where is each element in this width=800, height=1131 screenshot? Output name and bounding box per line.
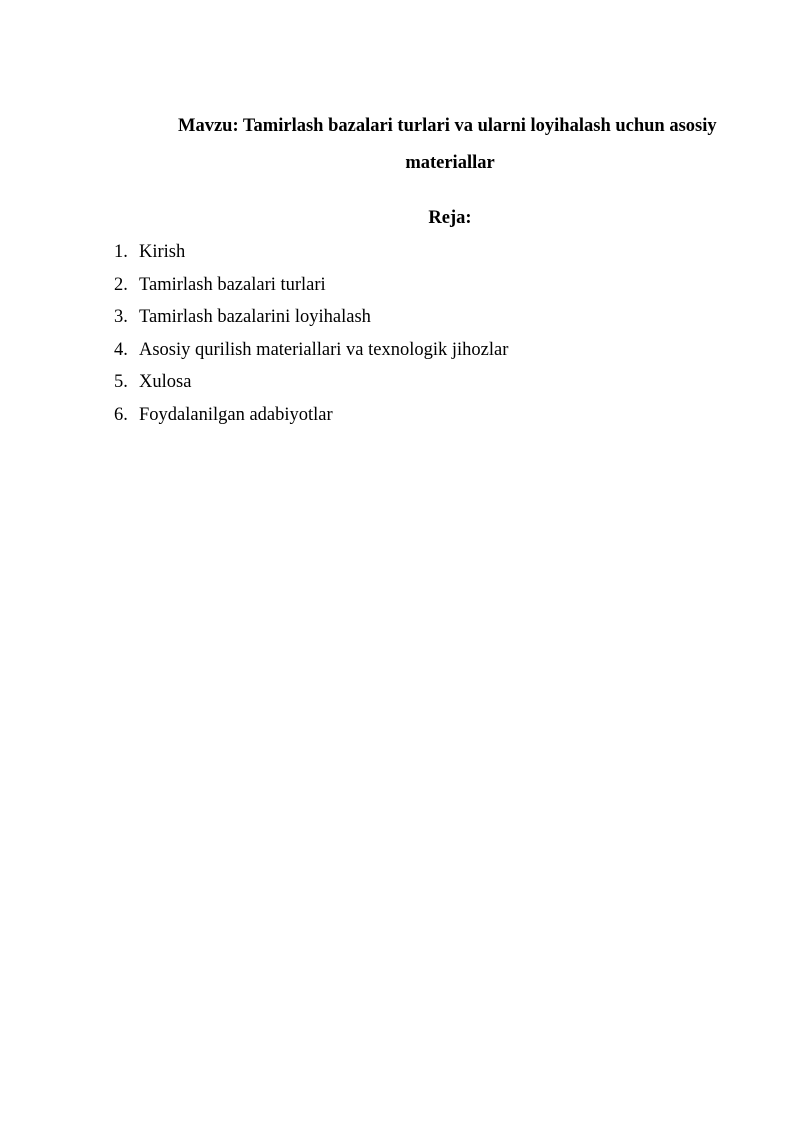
- list-item-text: Foydalanilgan adabiyotlar: [139, 404, 333, 425]
- list-item: [114, 236, 508, 269]
- document-title-line-2: materiallar: [405, 153, 495, 173]
- plan-list: [114, 236, 508, 432]
- list-item-number: 2.: [114, 274, 128, 295]
- list-item-text: Asosiy qurilish materiallari va texnologik jihozlar: [139, 339, 509, 360]
- list-item-number: 5.: [114, 372, 128, 393]
- document-title: [114, 108, 786, 182]
- list-item-text: Tamirlash bazalari turlari: [139, 274, 326, 295]
- document-title-line-1: Mavzu: Tamirlash bazalari turlari va ularni loyihalash uchun asosiy: [178, 116, 717, 136]
- plan-heading: Reja:: [428, 208, 472, 228]
- list-item: [114, 334, 508, 367]
- list-item-number: 1.: [114, 242, 128, 262]
- list-item-number: 4.: [114, 339, 128, 360]
- list-item-text: Xulosa: [139, 372, 192, 393]
- list-item: [114, 399, 508, 432]
- list-item-text: Kirish: [139, 242, 186, 262]
- list-item: [114, 366, 508, 399]
- list-item: [114, 269, 508, 302]
- list-item: [114, 301, 508, 334]
- list-item-number: 3.: [114, 307, 128, 328]
- list-item-number: 6.: [114, 404, 128, 425]
- list-item-text: Tamirlash bazalarini loyihalash: [139, 307, 371, 328]
